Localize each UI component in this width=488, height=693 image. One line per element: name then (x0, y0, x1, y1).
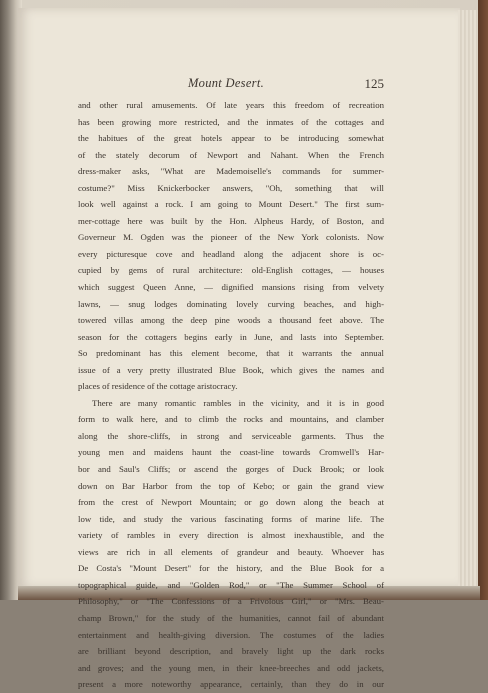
text-line: dress-maker asks, "What are Mademoiselle's commands for summer- (78, 166, 384, 177)
text-line: variety of rambles in every direction is almost inexhaustible, and the (78, 530, 384, 541)
text-line: form to walk here, and to climb the rocks and mountains, and clamber (78, 414, 384, 425)
running-title: Mount Desert. (187, 76, 265, 90)
page-header (70, 76, 382, 96)
text-line: cupied by gems of rural architecture: old-English cottages, — houses (78, 265, 384, 276)
page-number: 125 (364, 76, 384, 91)
text-line: look well against a rock. I am going to Mount Desert." The first sum- (78, 199, 384, 210)
book-cover-edge (478, 0, 488, 600)
text-line: are brilliant beyond description, and bravely light up the dark rocks (78, 646, 384, 657)
text-line: So predominant has this element become, that it warrants the annual (78, 348, 384, 359)
text-line: along the shore-cliffs, in strong and serviceable garments. Thus the (78, 430, 384, 441)
text-line: champ Brown," for the study of the humanities, cannot fail of abundant (78, 612, 384, 623)
text-line: Philosophy," or "The Confessions of a Frivolous Girl," or "Mrs. Beau- (78, 596, 384, 607)
text-line: down on Bar Harbor from the top of Kebo; or gain the grand view (78, 480, 384, 491)
body-text (78, 97, 384, 693)
text-line: De Costa's "Mount Desert" for the history, and the Blue Book for a (78, 563, 384, 574)
text-line: There are many romantic rambles in the vicinity, and it is in good (92, 397, 384, 408)
text-line: from the crest of Newport Mountain; or go down along the beach at (78, 497, 384, 508)
text-line: topographical guide, and "Golden Rod," or "The Summer School of (78, 579, 384, 590)
text-line: and other rural amusements. Of late years this freedom of recreation (78, 100, 384, 110)
text-line: and groves; and the young men, in their knee-breeches and odd jackets, (78, 662, 384, 673)
text-line: views are rich in all elements of grandeur and beauty. Whoever has (78, 546, 384, 557)
text-line: costume?" Miss Knickerbocker answers, "Oh, something that will (78, 182, 384, 193)
text-line: every picturesque cove and headland along the adjacent shore is oc- (78, 248, 384, 259)
text-line: bor and Saul's Cliffs; or ascend the gorges of Duck Brook; or look (78, 464, 384, 475)
text-line: of the stately decorum of Newport and Nahant. When the French (78, 149, 384, 160)
text-line: entertainment and health-giving diversion. The costumes of the ladies (78, 629, 384, 640)
text-line: lawns, — snug lodges dominating lovely curving beaches, and high- (78, 298, 384, 309)
text-line: young men and maidens haunt the coast-line towards Cromwell's Har- (78, 447, 384, 458)
text-line: towered villas among the deep pine woods a thousand feet above. The (78, 315, 384, 326)
text-line: the habitues of the great hotels appear to be introducing somewhat (78, 133, 384, 144)
text-line: Governeur M. Ogden was the pioneer of the New York colonists. Now (78, 232, 384, 243)
text-line: places of residence of the cottage aristocracy. (78, 381, 238, 392)
text-line: season for the cottagers begins early in June, and lasts into September. (78, 331, 384, 342)
text-line: issue of a very pretty illustrated Blue Book, which gives the names and (78, 364, 384, 375)
text-line: present a more noteworthy appearance, certainly, than they do in our (78, 679, 384, 690)
text-line: mer-cottage here was built by the Hon. Alpheus Hardy, of Boston, and (78, 215, 384, 226)
text-line: low tide, and study the various fascinating forms of marine life. The (78, 513, 384, 524)
text-line: has been growing more restricted, and the inmates of the cottages and (78, 116, 384, 127)
text-line: which suggest Queen Anne, — dignified mansions rising from velvety (78, 282, 384, 293)
